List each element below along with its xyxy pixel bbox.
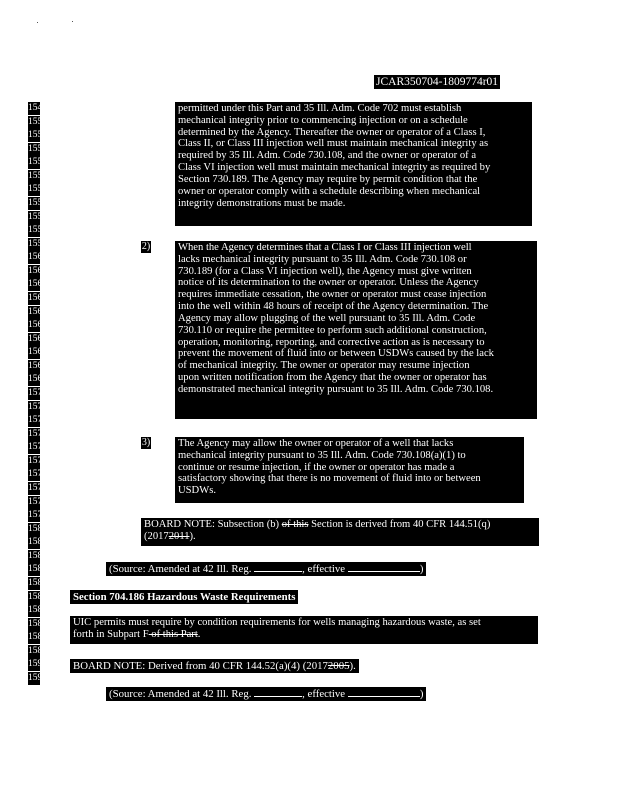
- line-number: 1567: [28, 347, 47, 358]
- paragraph-block: [175, 102, 532, 226]
- text-line: satisfactory showing that there is no movement of fluid into or between: [178, 473, 481, 485]
- line-number: 1563: [28, 293, 47, 303]
- line-number: 1587: [28, 618, 47, 629]
- line-number: 1562: [28, 279, 47, 290]
- document-id: JCAR350704-1809774r01: [376, 76, 499, 88]
- line-number: 1561: [28, 265, 47, 276]
- text-line: integrity demonstrations must be made.: [178, 197, 346, 209]
- line-number: 1578: [28, 496, 47, 507]
- text-line: continue or resume injection, if the owner or operator has made a: [178, 461, 455, 473]
- line-number: 1586: [28, 605, 47, 616]
- section-heading: Section 704.186 Hazardous Waste Requirements: [70, 590, 298, 604]
- text-line: When the Agency determines that a Class I or Class III injection well: [178, 242, 472, 253]
- line-number: 1573: [28, 428, 47, 439]
- line-number: 1557: [28, 211, 47, 222]
- list-marker: 2): [141, 241, 151, 252]
- line-number: 1565: [28, 320, 47, 331]
- text-line: USDWs.: [178, 485, 216, 497]
- line-number: 1550: [28, 116, 47, 127]
- line-number: 1556: [28, 198, 47, 208]
- list-marker: 3): [141, 437, 151, 448]
- board-note: BOARD NOTE: Derived from 40 CFR 144.52(a)(4) (20172005).: [70, 659, 359, 673]
- text-line: Class VI injection well must maintain mechanical integrity as required by: [178, 162, 491, 174]
- line-number: 1584: [28, 578, 47, 588]
- line-number: 1559: [28, 238, 47, 249]
- text-line: determined by the Agency. Thereafter the owner or operator of a Class I,: [178, 126, 486, 138]
- text-line: permitted under this Part and 35 Ill. Adm. Code 702 must establish: [178, 103, 462, 114]
- text-line: Section 730.189. The Agency may require by permit condition that the: [178, 173, 478, 185]
- text-line: requires immediate cessation, the owner or operator must cease injection: [178, 289, 487, 301]
- line-number: 1564: [28, 306, 47, 317]
- text-line: notice of its determination to the owner or operator. Unless the Agency: [178, 277, 479, 289]
- line-number: 1575: [28, 455, 47, 466]
- line-number: 1555: [28, 184, 47, 195]
- text-line: 730.110 or require the permittee to perform such additional construction,: [178, 324, 487, 336]
- line-number: 1558: [28, 225, 47, 236]
- text-line: prevent the movement of fluid into or between USDWs caused by the lack: [178, 348, 494, 360]
- text-line: lacks mechanical integrity pursuant to 35 Ill. Adm. Code 730.108 or: [178, 253, 467, 265]
- line-number: 1570: [28, 388, 47, 398]
- text-line: required by 35 Ill. Adm. Code 730.108, and the owner or operator of a: [178, 150, 477, 162]
- line-number: 1568: [28, 360, 47, 371]
- source-note: (Source: Amended at 42 Ill. Reg. , effective ): [106, 687, 426, 701]
- text-line: operation, monitoring, reporting, and corrective action as is necessary to: [178, 336, 485, 348]
- text-line: of mechanical integrity. The owner or operator may resume injection: [178, 360, 470, 372]
- line-number: 1585: [28, 591, 47, 602]
- text-line: Agency may allow plugging of the well pursuant to 35 Ill. Adm. Code: [178, 312, 476, 324]
- text-line: demonstrated mechanical integrity pursuant to 35 Ill. Adm. Code 730.108.: [178, 383, 494, 395]
- line-number: 1580: [28, 523, 47, 534]
- line-number: 1590: [28, 659, 47, 670]
- line-number: 1591: [28, 672, 47, 683]
- line-number: 1571: [28, 401, 47, 412]
- text-line: mechanical integrity prior to commencing injection or on a schedule: [178, 114, 468, 126]
- list-item: [175, 437, 524, 503]
- line-number: 1583: [28, 564, 47, 575]
- line-number: 1582: [28, 550, 47, 561]
- source-note: (Source: Amended at 42 Ill. Reg. , effective ): [106, 562, 426, 576]
- body-paragraph: UIC permits must require by condition requirements for wells managing hazardous waste, as set forth in Subpart F of this Part.: [70, 616, 538, 644]
- blank-field: [348, 562, 420, 572]
- blank-field: [254, 687, 302, 697]
- list-item: [175, 241, 537, 419]
- line-number: 1572: [28, 415, 47, 426]
- line-number: 1552: [28, 143, 47, 154]
- line-number: 1569: [28, 374, 47, 385]
- text-line: The Agency may allow the owner or operator of a well that lacks: [178, 438, 454, 449]
- line-number: 1589: [28, 645, 47, 656]
- text-line: into the well within 48 hours of receipt of the Agency determination. The: [178, 301, 489, 313]
- line-number: 1551: [28, 130, 47, 141]
- line-number: 1588: [28, 632, 47, 643]
- line-number: 1581: [28, 537, 47, 548]
- board-note: BOARD NOTE: Subsection (b) of this Section is derived from 40 CFR 144.51(q) (20172011).: [141, 518, 539, 546]
- blank-field: [348, 687, 420, 697]
- text-line: Class II, or Class III injection well must maintain mechanical integrity as: [178, 138, 489, 150]
- line-number: 1579: [28, 510, 47, 521]
- text-line: owner or operator comply with a schedule describing when mechanical: [178, 185, 481, 197]
- line-number: 1576: [28, 469, 47, 480]
- line-number: 1553: [28, 157, 47, 168]
- line-number: 1577: [28, 483, 47, 493]
- line-number: 1560: [28, 252, 47, 263]
- line-number: 1549: [28, 103, 47, 113]
- blank-field: [254, 562, 302, 572]
- text-line: mechanical integrity pursuant to 35 Ill. Adm. Code 730.108(a)(1) to: [178, 449, 466, 461]
- text-line: upon written notification from the Agency that the owner or operator has: [178, 372, 487, 384]
- text-line: 730.189 (for a Class VI injection well), the Agency must give written: [178, 265, 472, 277]
- line-number: 1574: [28, 442, 47, 453]
- line-number: 1554: [28, 170, 47, 181]
- line-number: 1566: [28, 333, 47, 344]
